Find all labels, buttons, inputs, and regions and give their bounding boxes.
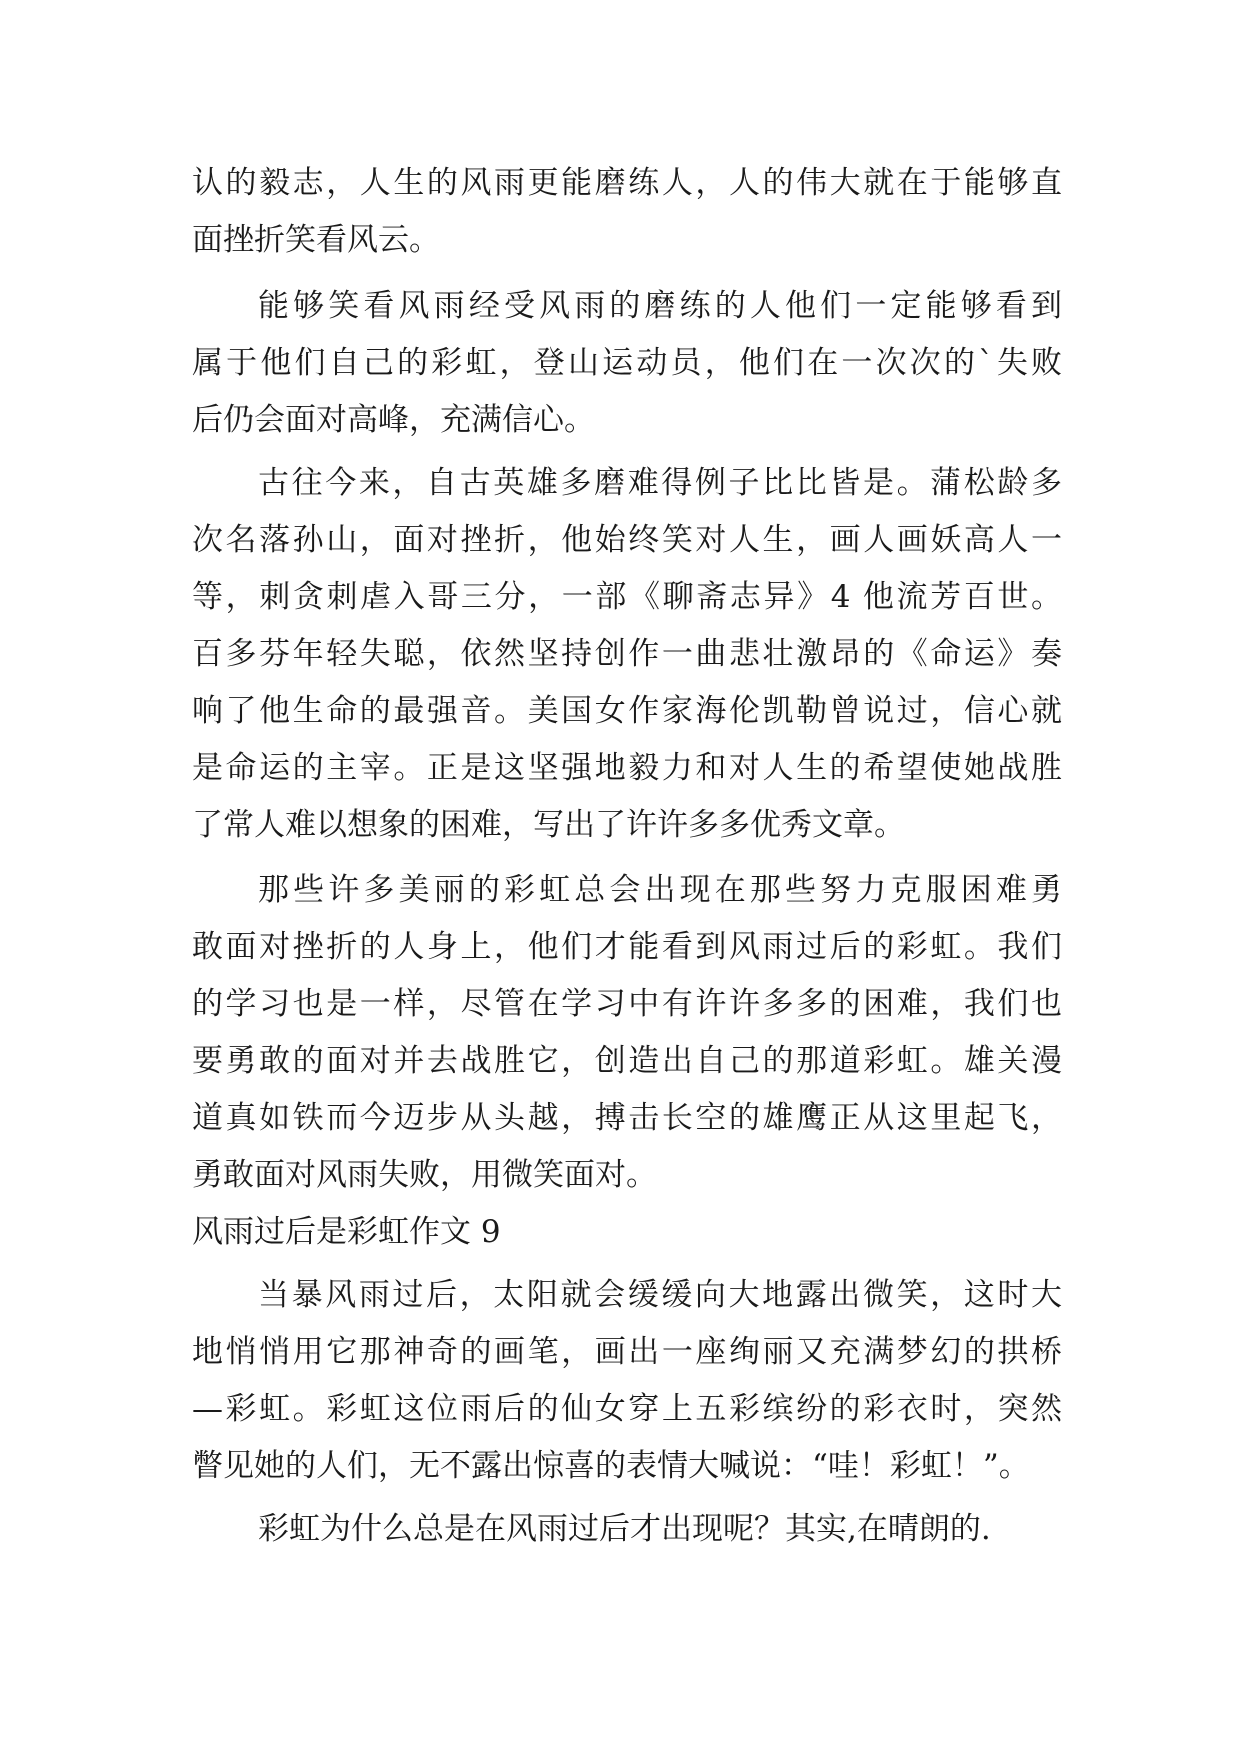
paragraph-3-line-1: 古往今来，自古英雄多磨难得例子比比皆是。蒲松龄多 [258, 465, 1062, 501]
paragraph-5-line-1: 当暴风雨过后，太阳就会缓缓向大地露出微笑，这时大 [258, 1277, 1062, 1313]
paragraph-4-line-3: 的学习也是一样，尽管在学习中有许许多多的困难，我们也 [192, 986, 1062, 1022]
paragraph-3-line-3: 等，刺贪刺虐入哥三分，一部《聊斋志异》4 他流芳百世。 [192, 579, 1062, 615]
paragraph-5-line-2: 地悄悄用它那神奇的画笔，画出一座绚丽又充满梦幻的拱桥 [192, 1334, 1062, 1370]
paragraph-4-line-5: 道真如铁而今迈步从头越，搏击长空的雄鹰正从这里起飞， [192, 1100, 1062, 1136]
paragraph-4-line-2: 敢面对挫折的人身上，他们才能看到风雨过后的彩虹。我们 [192, 929, 1062, 965]
paragraph-3-line-4: 百多芬年轻失聪，依然坚持创作一曲悲壮激昂的《命运》奏 [192, 636, 1062, 672]
paragraph-3-line-7: 了常人难以想象的困难，写出了许许多多优秀文章。 [192, 807, 905, 843]
paragraph-6-line-1: 彩虹为什么总是在风雨过后才出现呢？其实,在晴朗的. [258, 1511, 991, 1547]
section-heading: 风雨过后是彩虹作文 9 [192, 1214, 501, 1250]
paragraph-4-line-1: 那些许多美丽的彩虹总会出现在那些努力克服困难勇 [258, 872, 1062, 908]
paragraph-1-line-2: 面挫折笑看风云。 [192, 222, 440, 258]
paragraph-5-line-4: 瞥见她的人们，无不露出惊喜的表情大喊说：“哇！彩虹！”。 [192, 1448, 1030, 1484]
paragraph-3-line-2: 次名落孙山，面对挫折，他始终笑对人生，画人画妖高人一 [192, 522, 1062, 558]
paragraph-3-line-5: 响了他生命的最强音。美国女作家海伦凯勒曾说过，信心就 [192, 693, 1062, 729]
paragraph-4-line-6: 勇敢面对风雨失败，用微笑面对。 [192, 1157, 657, 1193]
paragraph-3-line-6: 是命运的主宰。正是这坚强地毅力和对人生的希望使她战胜 [192, 750, 1062, 786]
paragraph-4-line-4: 要勇敢的面对并去战胜它，创造出自己的那道彩虹。雄关漫 [192, 1043, 1062, 1079]
paragraph-5-line-3: —彩虹。彩虹这位雨后的仙女穿上五彩缤纷的彩衣时，突然 [192, 1391, 1062, 1427]
paragraph-2-line-3: 后仍会面对高峰，充满信心。 [192, 402, 595, 438]
paragraph-1-line-1: 认的毅志，人生的风雨更能磨练人，人的伟大就在于能够直 [192, 165, 1062, 201]
paragraph-2-line-1: 能够笑看风雨经受风雨的磨练的人他们一定能够看到 [258, 288, 1062, 324]
paragraph-2-line-2: 属于他们自己的彩虹，登山运动员，他们在一次次的`失败 [192, 345, 1062, 381]
